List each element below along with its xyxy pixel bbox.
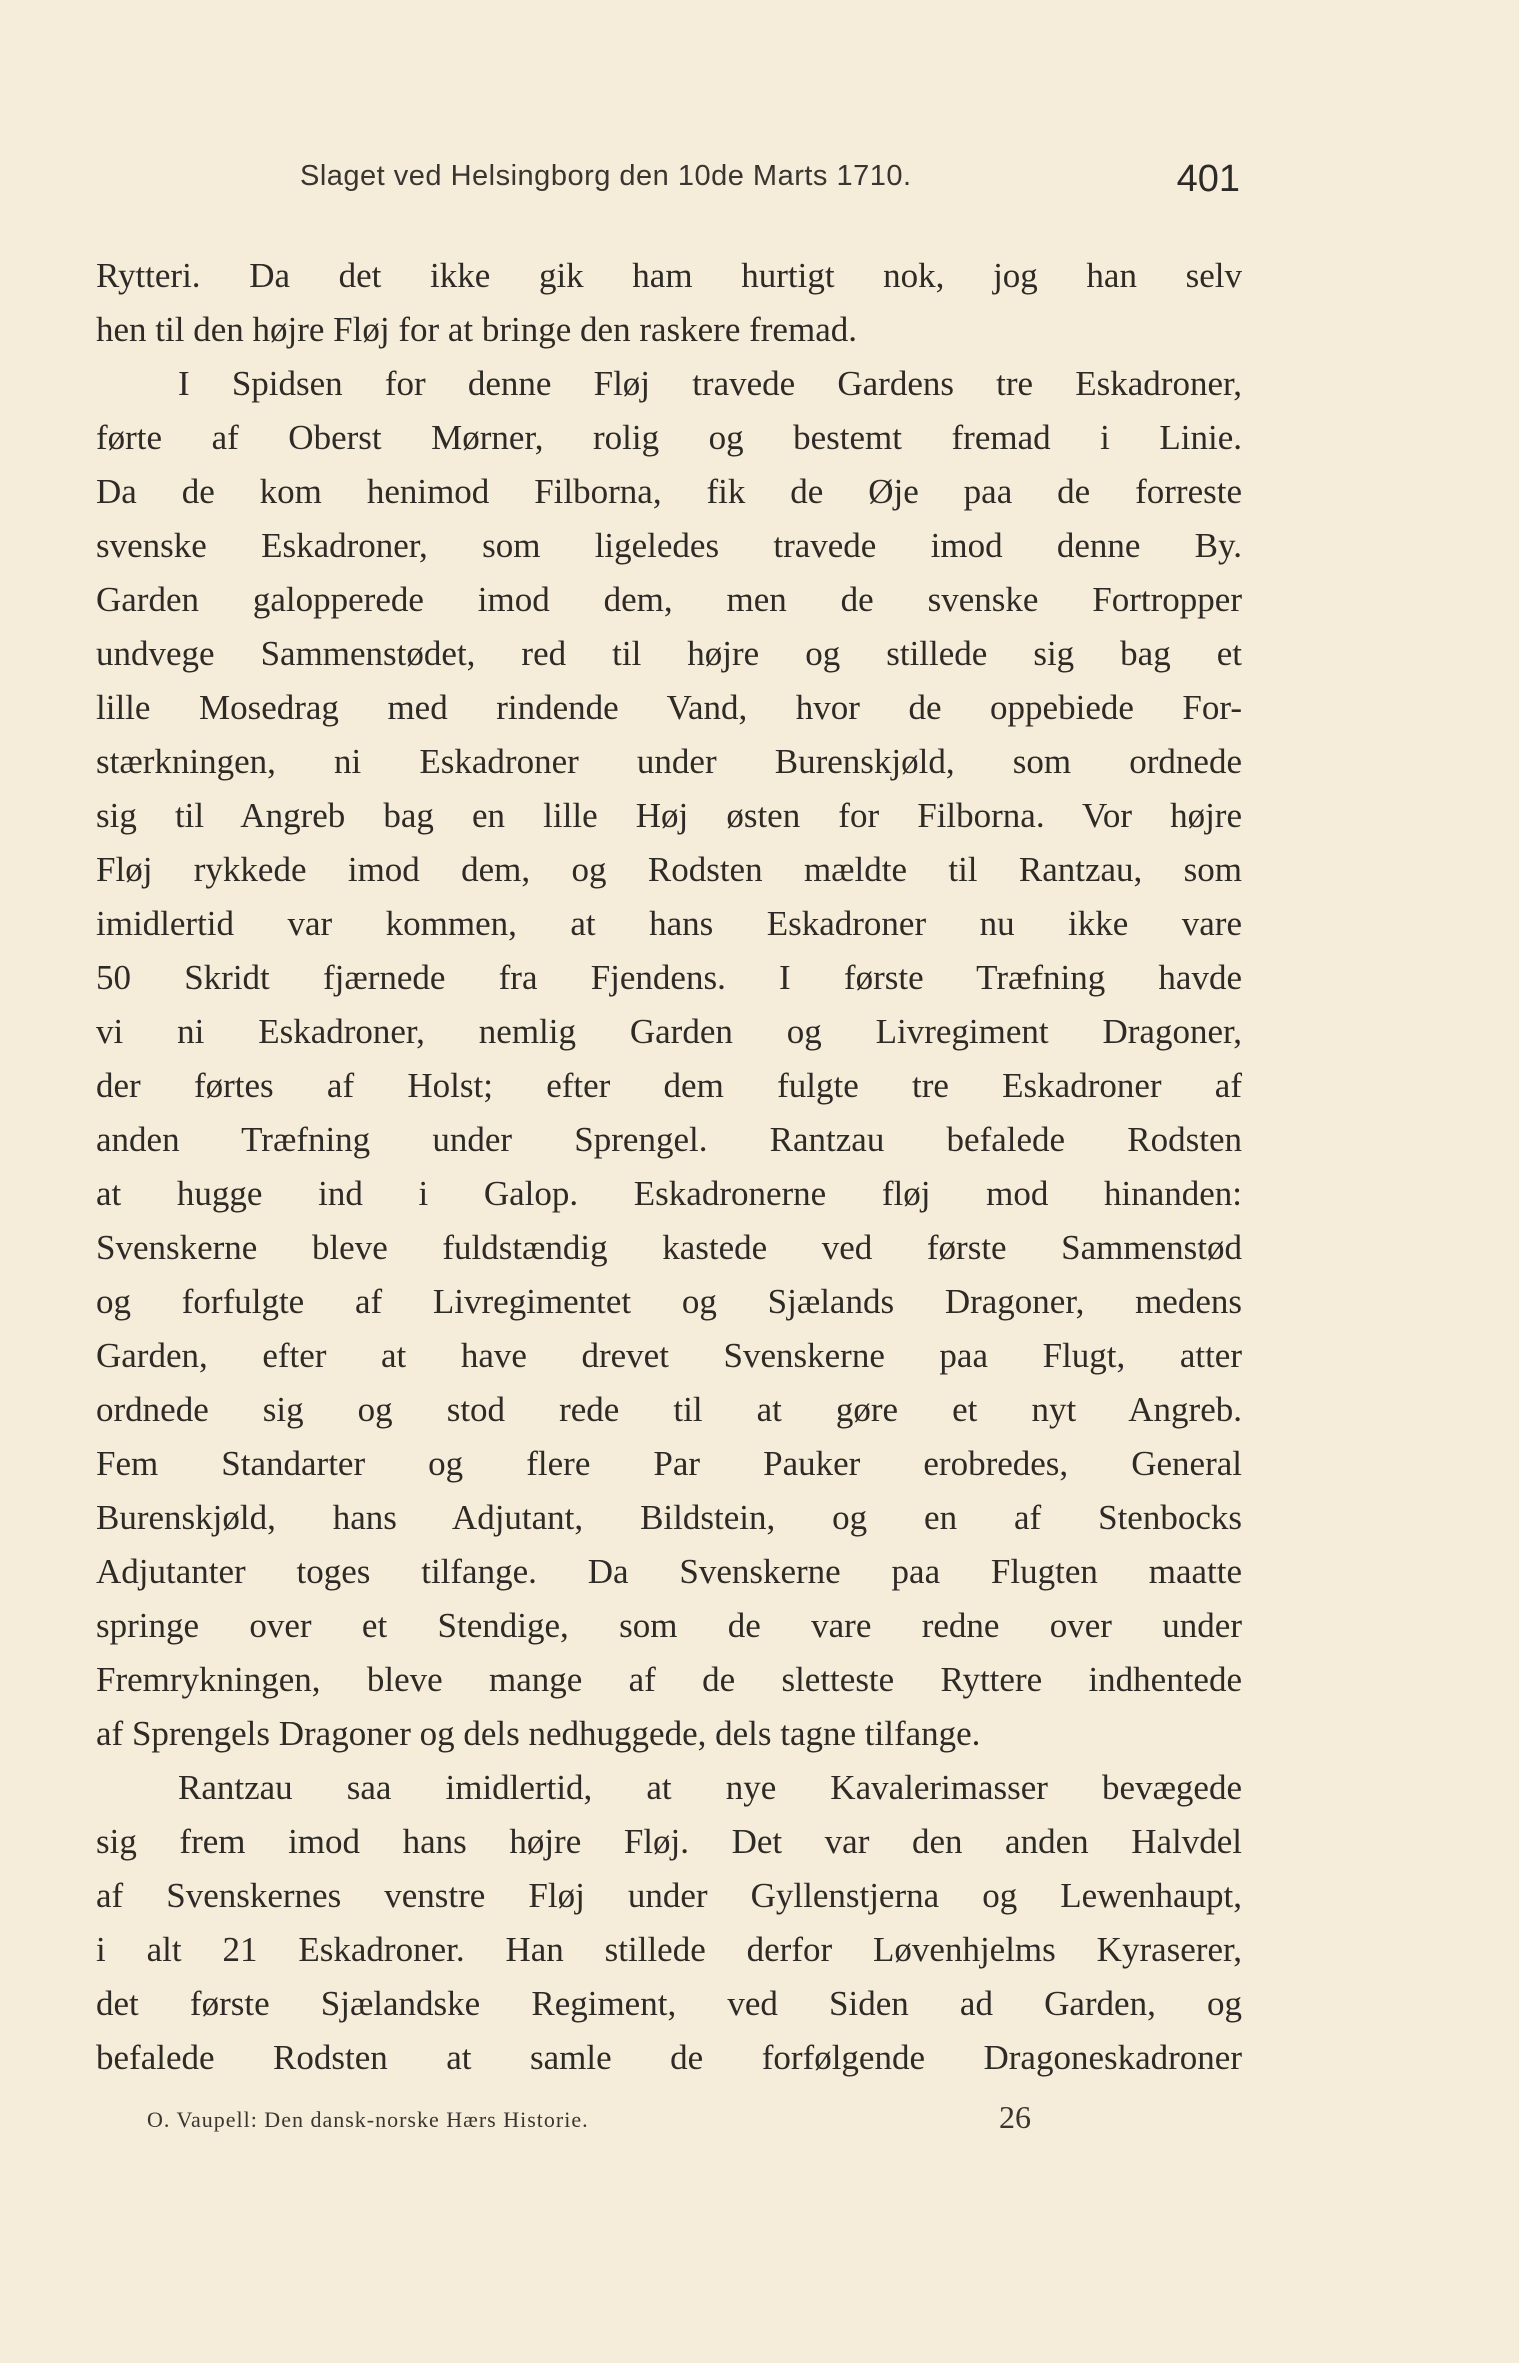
text-line: at hugge ind i Galop. Eskadronerne fløj mod hinanden: bbox=[96, 1174, 1242, 1213]
footer-reference: O. Vaupell: Den dansk-norske Hærs Historie. bbox=[147, 2107, 589, 2132]
body-text bbox=[96, 249, 1242, 2085]
text-line: ordnede sig og stod rede til at gøre et nyt Angreb. bbox=[96, 1390, 1242, 1429]
text-line: stærkningen, ni Eskadroner under Burenskjøld, som ordnede bbox=[96, 742, 1242, 781]
text-line: af Svenskernes venstre Fløj under Gyllenstjerna og Lewenhaupt, bbox=[96, 1876, 1242, 1915]
signature-mark: 26 bbox=[999, 2099, 1031, 2135]
text-line: 50 Skridt fjærnede fra Fjendens. I første Træfning havde bbox=[96, 958, 1242, 997]
text-line: Garden galopperede imod dem, men de svenske Fortropper bbox=[96, 580, 1242, 619]
text-line: befalede Rodsten at samle de forfølgende Dragoneskadroner bbox=[96, 2038, 1242, 2077]
text-line: førte af Oberst Mørner, rolig og bestemt fremad i Linie. bbox=[96, 418, 1242, 457]
text-line: Fem Standarter og flere Par Pauker erobredes, General bbox=[96, 1444, 1242, 1483]
text-line: Fløj rykkede imod dem, og Rodsten mældte til Rantzau, som bbox=[96, 850, 1242, 889]
text-line: svenske Eskadroner, som ligeledes travede imod denne By. bbox=[96, 526, 1242, 565]
page-number: 401 bbox=[1176, 158, 1240, 200]
text-line: Rantzau saa imidlertid, at nye Kavalerimasser bevægede bbox=[178, 1768, 1242, 1807]
text-line: der førtes af Holst; efter dem fulgte tre Eskadroner af bbox=[96, 1066, 1242, 1105]
page-footer bbox=[147, 2099, 1047, 2143]
text-line: Rytteri. Da det ikke gik ham hurtigt nok, jog han selv bbox=[96, 256, 1242, 295]
text-line: Fremrykningen, bleve mange af de sletteste Ryttere indhentede bbox=[96, 1660, 1242, 1699]
text-line: lille Mosedrag med rindende Vand, hvor de oppebiede For- bbox=[96, 688, 1242, 727]
text-line: I Spidsen for denne Fløj travede Gardens tre Eskadroner, bbox=[178, 364, 1242, 403]
text-line: Da de kom henimod Filborna, fik de Øje paa de forreste bbox=[96, 472, 1242, 511]
page-header bbox=[300, 150, 1240, 210]
text-line: af Sprengels Dragoner og dels nedhuggede, dels tagne tilfange. bbox=[96, 1714, 981, 1753]
text-line: det første Sjælandske Regiment, ved Siden ad Garden, og bbox=[96, 1984, 1242, 2023]
text-line: Burenskjøld, hans Adjutant, Bildstein, og en af Stenbocks bbox=[96, 1498, 1242, 1537]
text-line: i alt 21 Eskadroner. Han stillede derfor Løvenhjelms Kyraserer, bbox=[96, 1930, 1242, 1969]
text-line: Svenskerne bleve fuldstændig kastede ved første Sammenstød bbox=[96, 1228, 1242, 1267]
text-line: Garden, efter at have drevet Svenskerne paa Flugt, atter bbox=[96, 1336, 1242, 1375]
text-line: Adjutanter toges tilfange. Da Svenskerne paa Flugten maatte bbox=[96, 1552, 1242, 1591]
text-line: anden Træfning under Sprengel. Rantzau befalede Rodsten bbox=[96, 1120, 1242, 1159]
text-line: vi ni Eskadroner, nemlig Garden og Livregiment Dragoner, bbox=[96, 1012, 1242, 1051]
text-line: undvege Sammenstødet, red til højre og stillede sig bag et bbox=[96, 634, 1242, 673]
text-line: sig til Angreb bag en lille Høj østen for Filborna. Vor højre bbox=[96, 796, 1242, 835]
text-line: sig frem imod hans højre Fløj. Det var den anden Halvdel bbox=[96, 1822, 1242, 1861]
text-line: springe over et Stendige, som de vare redne over under bbox=[96, 1606, 1242, 1645]
text-line: imidlertid var kommen, at hans Eskadroner nu ikke vare bbox=[96, 904, 1242, 943]
text-line: hen til den højre Fløj for at bringe den raskere fremad. bbox=[96, 310, 857, 349]
running-title: Slaget ved Helsingborg den 10de Marts 1710. bbox=[300, 160, 912, 192]
text-line: og forfulgte af Livregimentet og Sjælands Dragoner, medens bbox=[96, 1282, 1242, 1321]
